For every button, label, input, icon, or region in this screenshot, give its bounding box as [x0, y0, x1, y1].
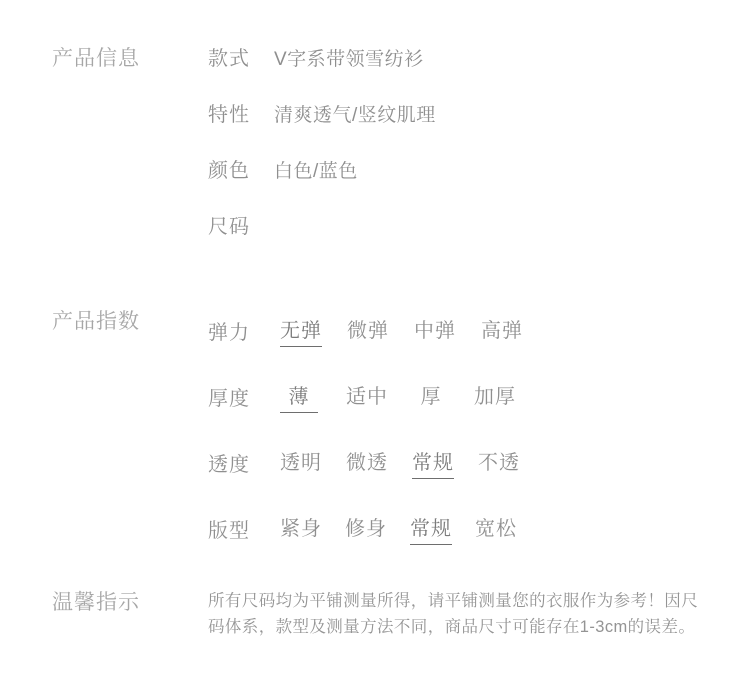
option-fit-0[interactable]: 紧身	[280, 517, 322, 540]
table-row	[208, 42, 436, 98]
option-elasticity-2[interactable]: 中弹	[414, 319, 456, 342]
product-info-title: 产品信息	[52, 47, 140, 70]
index-options-fit	[280, 512, 540, 545]
option-thickness-2[interactable]: 厚	[420, 385, 442, 408]
option-thickness-0[interactable]: 薄	[280, 380, 318, 413]
option-thickness-3[interactable]: 加厚	[474, 385, 516, 408]
table-row	[208, 154, 436, 210]
notice-text: 所有尺码均为平铺测量所得，请平铺测量您的衣服作为参考！因尺码体系，款型及测量方法不同，商品尺寸可能存在1-3cm的误差。	[208, 592, 699, 636]
table-row	[208, 210, 436, 266]
row-label-size: 尺码	[208, 216, 250, 238]
row-label-style: 款式	[208, 48, 250, 70]
product-index-rows	[208, 297, 548, 561]
option-thickness-1[interactable]: 适中	[346, 385, 388, 408]
notice-title: 温馨指示	[52, 591, 140, 614]
row-value-feature: 清爽透气/竖纹肌理	[274, 105, 436, 126]
option-elasticity-3[interactable]: 高弹	[481, 319, 523, 342]
option-transparency-2[interactable]: 常规	[412, 446, 454, 479]
option-transparency-1[interactable]: 微透	[346, 451, 388, 474]
option-fit-1[interactable]: 修身	[345, 517, 387, 540]
table-row	[208, 98, 436, 154]
option-transparency-0[interactable]: 透明	[280, 451, 322, 474]
option-transparency-3[interactable]: 不透	[478, 451, 520, 474]
option-fit-2[interactable]: 常规	[410, 512, 452, 545]
index-row-thickness	[208, 363, 548, 429]
row-label-feature: 特性	[208, 104, 250, 126]
product-info-rows	[208, 42, 436, 266]
index-label-elasticity: 弹力	[208, 321, 250, 344]
row-value-style: V字系带领雪纺衫	[274, 49, 424, 70]
row-value-color: 白色/蓝色	[274, 161, 358, 182]
option-fit-3[interactable]: 宽松	[475, 517, 517, 540]
index-row-fit	[208, 495, 548, 561]
index-row-transparency	[208, 429, 548, 495]
row-label-color: 颜色	[208, 160, 250, 182]
index-options-elasticity	[280, 314, 548, 347]
index-options-transparency	[280, 446, 544, 479]
option-elasticity-0[interactable]: 无弹	[280, 314, 322, 347]
product-index-title: 产品指数	[52, 310, 140, 333]
index-options-thickness	[280, 380, 544, 413]
index-label-fit: 版型	[208, 519, 250, 542]
option-elasticity-1[interactable]: 微弹	[347, 319, 389, 342]
index-row-elasticity	[208, 297, 548, 363]
index-label-transparency: 透度	[208, 453, 250, 476]
index-label-thickness: 厚度	[208, 387, 250, 410]
